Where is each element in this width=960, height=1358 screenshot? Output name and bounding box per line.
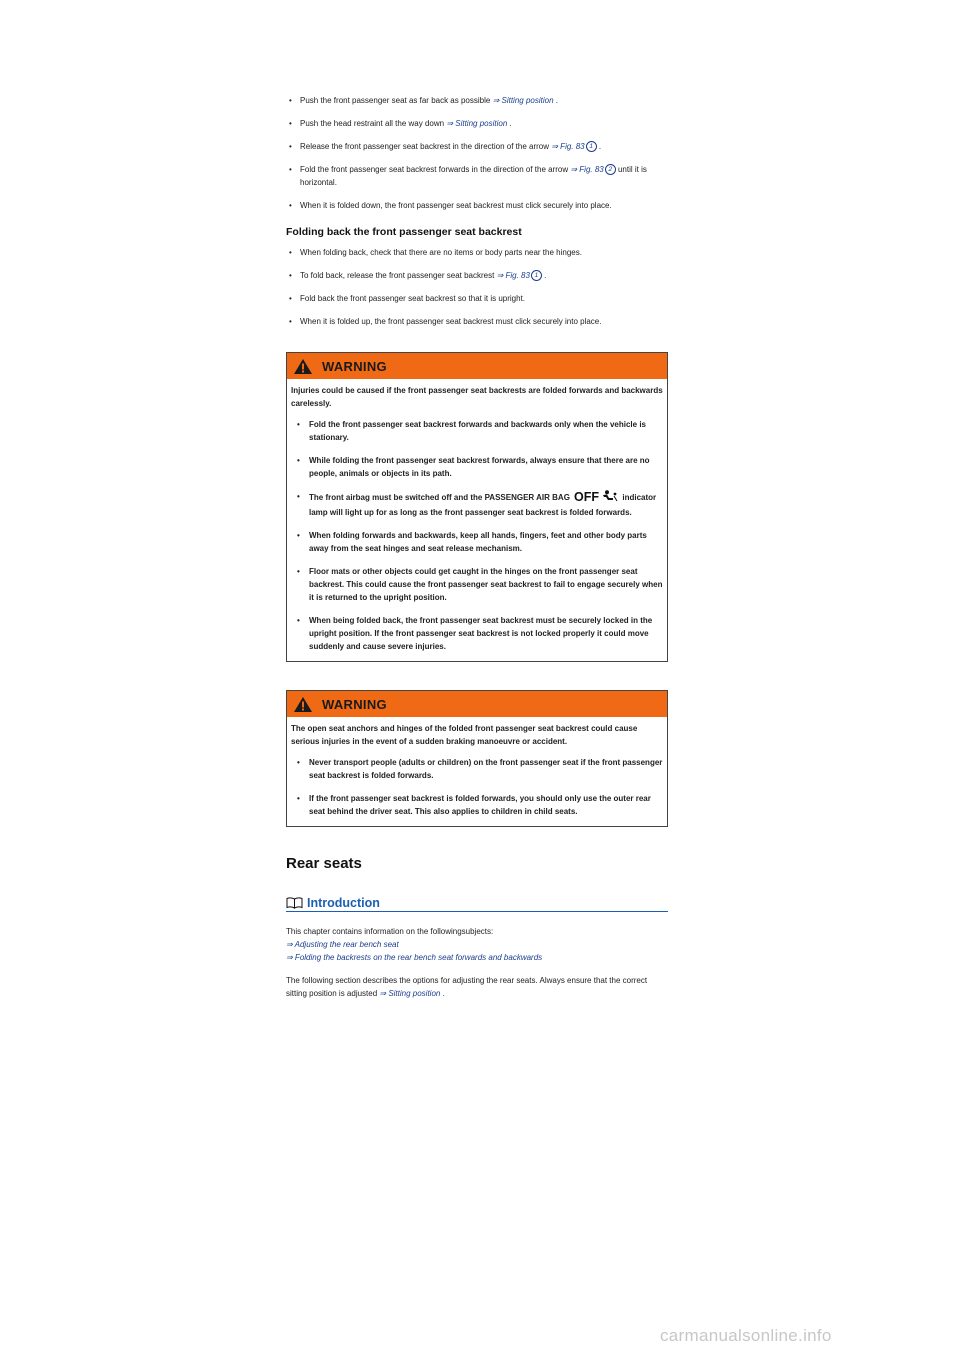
adjusting-rear-bench-seat-link[interactable]: ⇒ Adjusting the rear bench seat: [286, 940, 399, 949]
warning-title: WARNING: [322, 696, 387, 712]
list-item: • Push the head restraint all the way down ⇒ Sitting position .: [286, 117, 668, 130]
fig-83-link[interactable]: ⇒ Fig. 83 1: [551, 142, 596, 151]
list-item: • When folding back, check that there are no items or body parts near the hinges.: [286, 246, 668, 259]
fig-83-link[interactable]: ⇒ Fig. 83 1: [497, 271, 542, 280]
rear-seats-heading: Rear seats: [286, 855, 362, 872]
intro-paragraph: The following section describes the options for adjusting the rear seats. Always ensure that the correct sitting position is adjusted ⇒ Sitting position .: [286, 976, 648, 998]
list-item: • When it is folded down, the front passenger seat backrest must click securely into place.: [286, 199, 668, 212]
list-item: • When folding forwards and backwards, keep all hands, fingers, feet and other body parts away from the seat hinges and seat release mechanism.: [291, 529, 663, 555]
fold-back-steps: [286, 246, 668, 328]
sitting-position-link[interactable]: ⇒ Sitting position: [492, 96, 554, 105]
list-item: • When being folded back, the front passenger seat backrest must be securely locked in the upright position. If the front passenger seat backrest is not locked properly it could move suddenly and cause severe injuries.: [291, 614, 663, 653]
fold-back-heading: Folding back the front passenger seat backrest: [286, 226, 522, 238]
list-item: • While folding the front passenger seat backrest forwards, always ensure that there are no people, animals or objects in its path.: [291, 454, 663, 480]
book-icon: [286, 896, 303, 909]
list-item: • Fold the front passenger seat backrest forwards and backwards only when the vehicle is stationary.: [291, 418, 663, 444]
introduction-title: Introduction: [307, 895, 380, 910]
warning-box-1: [286, 352, 668, 662]
warning-lead: The open seat anchors and hinges of the folded front passenger seat backrest could cause serious injuries in the event of a sudden braking manoeuvre or accident.: [291, 724, 638, 746]
intro-lead: This chapter contains information on the followingsubjects:: [286, 927, 494, 936]
callout-number: 1: [531, 270, 542, 281]
list-item: • Fold back the front passenger seat backrest so that it is upright.: [286, 292, 668, 305]
list-item: • Never transport people (adults or children) on the front passenger seat if the front passenger seat backrest is folded forwards.: [291, 756, 663, 782]
sitting-position-link[interactable]: ⇒ Sitting position: [379, 989, 441, 998]
warning-triangle-icon: [293, 358, 313, 375]
svg-text:OFF: OFF: [574, 490, 600, 502]
warning-list: [291, 418, 663, 653]
warning-triangle-icon: [293, 696, 313, 713]
list-item: • Floor mats or other objects could get caught in the hinges on the front passenger seat backrest. This could cause the front passenger seat backrest to fail to engage securely when it is returned to the upright position.: [291, 565, 663, 604]
callout-number: 2: [605, 164, 616, 175]
warning-header: [287, 691, 667, 717]
callout-number: 1: [586, 141, 597, 152]
list-item: • Push the front passenger seat as far back as possible ⇒ Sitting position .: [286, 94, 668, 107]
watermark: carmanualsonline.info: [660, 1326, 832, 1345]
warning-lead: Injuries could be caused if the front passenger seat backrests are folded forwards and backwards carelessly.: [291, 386, 663, 408]
introduction-header: [286, 894, 668, 912]
list-item: • To fold back, release the front passenger seat backrest ⇒ Fig. 83 1 .: [286, 269, 668, 282]
list-item: • Fold the front passenger seat backrest forwards in the direction of the arrow ⇒ Fig. 83 2 until it is horizontal.: [286, 163, 668, 189]
folding-rear-backrests-link[interactable]: ⇒ Folding the backrests on the rear bench seat forwards and backwards: [286, 953, 543, 962]
manual-page-content: [286, 94, 668, 1000]
warning-box-2: [286, 690, 668, 827]
fig-83-link[interactable]: ⇒ Fig. 83 2: [570, 165, 615, 174]
warning-list: [291, 756, 663, 818]
passenger-airbag-off-icon: [574, 490, 618, 506]
list-item: • If the front passenger seat backrest is folded forwards, you should only use the outer rear seat behind the driver seat. This also applies to children in child seats.: [291, 792, 663, 818]
warning-title: WARNING: [322, 358, 387, 374]
warning-header: [287, 353, 667, 379]
list-item: • The front airbag must be switched off and the PASSENGER AIR BAG OFF indicator lamp will light up for as long as the front passenger seat backrest is folded forwards.: [291, 490, 663, 519]
sitting-position-link[interactable]: ⇒ Sitting position: [446, 119, 508, 128]
list-item: • When it is folded up, the front passenger seat backrest must click securely into place.: [286, 315, 668, 328]
fold-forward-steps: [286, 94, 668, 212]
list-item: • Release the front passenger seat backrest in the direction of the arrow ⇒ Fig. 83 1 .: [286, 140, 668, 153]
